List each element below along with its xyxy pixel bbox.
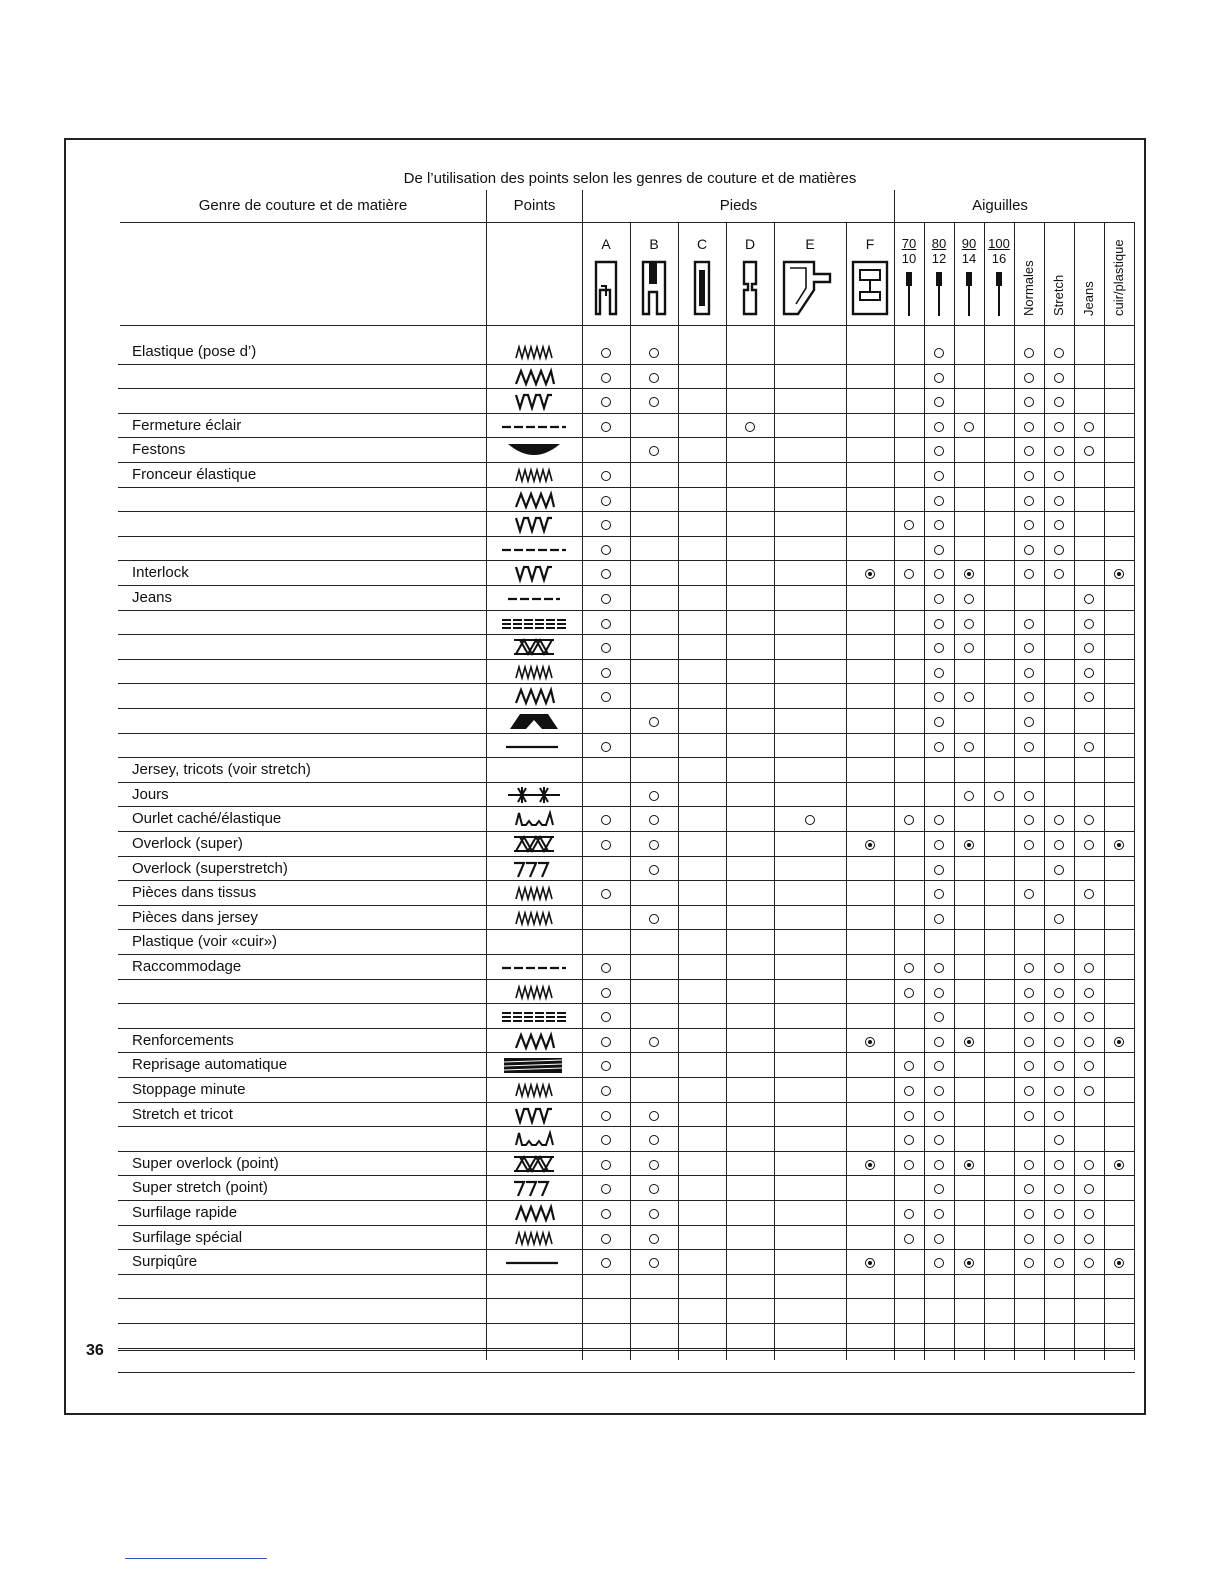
stitch-sevens-icon <box>496 1178 572 1198</box>
suitable-mark-icon <box>601 840 611 850</box>
stitch-blind-icon <box>496 1129 572 1149</box>
table-row <box>118 1079 1135 1104</box>
suitable-mark-icon <box>601 1209 611 1219</box>
stitch-triple-icon <box>496 613 572 633</box>
stitch-stretchV-icon <box>496 514 572 534</box>
suitable-mark-icon <box>1024 1209 1034 1219</box>
needle-size-number: 70 <box>901 236 917 251</box>
stitch-dashed-short-icon <box>496 588 572 608</box>
needle-size-90 <box>954 236 984 266</box>
needle-type-cuir: cuir/plastique <box>1111 239 1126 316</box>
needle-size-70 <box>894 236 924 266</box>
suitable-mark-icon <box>601 619 611 629</box>
suitable-mark-icon <box>934 619 944 629</box>
stitch-zigzag3-icon <box>496 465 572 485</box>
table-row <box>118 1251 1135 1276</box>
row-label: Pièces dans jersey <box>132 908 258 926</box>
table-row <box>118 513 1135 538</box>
stitch-dashed-icon <box>496 416 572 436</box>
suitable-mark-icon <box>1054 422 1064 432</box>
needle-type-jeans: Jeans <box>1081 281 1096 316</box>
page-number: 36 <box>86 1342 104 1359</box>
suitable-mark-icon <box>934 1037 944 1047</box>
needle-icon <box>935 272 943 323</box>
table-row <box>118 464 1135 489</box>
row-label: Overlock (superstretch) <box>132 859 288 877</box>
suitable-mark-icon <box>1054 840 1064 850</box>
suitable-mark-icon <box>649 1209 659 1219</box>
table-row <box>118 562 1135 587</box>
needle-size-100 <box>984 236 1014 266</box>
needle-size-80 <box>924 236 954 266</box>
suitable-mark-icon <box>934 594 944 604</box>
table-row <box>118 1177 1135 1202</box>
stitch-zigzag3-icon <box>496 1228 572 1248</box>
row-label: Surpiqûre <box>132 1253 198 1271</box>
suitable-mark-icon <box>1054 963 1064 973</box>
stitch-scallop-icon <box>496 440 572 460</box>
suitable-mark-icon <box>1054 914 1064 924</box>
recommended-mark-icon <box>865 1037 875 1047</box>
suitable-mark-icon <box>1084 1209 1094 1219</box>
table-row <box>118 390 1135 415</box>
suitable-mark-icon <box>1054 373 1064 383</box>
stitch-triple-icon <box>496 1006 572 1026</box>
suitable-mark-icon <box>1024 471 1034 481</box>
suitable-mark-icon <box>934 348 944 358</box>
suitable-mark-icon <box>904 1086 914 1096</box>
row-label: Surfilage spécial <box>132 1228 243 1246</box>
stitch-zigzag-icon <box>496 490 572 510</box>
suitable-mark-icon <box>964 422 974 432</box>
presser-foot-f-icon <box>850 260 890 321</box>
suitable-mark-icon <box>601 742 611 752</box>
recommended-mark-icon <box>1114 840 1124 850</box>
row-label: Surfilage rapide <box>132 1204 238 1221</box>
row-label: Interlock <box>132 564 189 582</box>
table-row <box>118 661 1135 686</box>
row-label: Stretch et tricot <box>132 1105 233 1123</box>
suitable-mark-icon <box>934 988 944 998</box>
table-row <box>118 981 1135 1006</box>
stitch-dashed-icon <box>496 539 572 559</box>
table-row <box>118 710 1135 735</box>
row-label: Fermeture éclair <box>132 416 242 434</box>
foot-letter-a: A <box>601 236 611 252</box>
row-rule <box>118 1372 1135 1373</box>
needle-size-number: 80 <box>931 236 947 251</box>
header-rule <box>895 222 1135 223</box>
row-label: Festons <box>132 441 186 459</box>
stitch-stretchV-icon <box>496 563 572 583</box>
stitch-straight-icon <box>496 736 572 756</box>
row-rule <box>118 1323 1135 1324</box>
row-label: Overlock (super) <box>132 835 243 852</box>
suitable-mark-icon <box>1024 668 1034 678</box>
suitable-mark-icon <box>601 471 611 481</box>
table-row <box>118 685 1135 710</box>
row-label: Reprisage automatique <box>132 1056 288 1074</box>
stitch-stretchV-icon <box>496 391 572 411</box>
stitch-blind-icon <box>496 809 572 829</box>
suitable-mark-icon <box>601 545 611 555</box>
table-row <box>118 1227 1135 1252</box>
suitable-mark-icon <box>1084 1234 1094 1244</box>
suitable-mark-icon <box>649 1160 659 1170</box>
suitable-mark-icon <box>1054 348 1064 358</box>
suitable-mark-icon <box>649 348 659 358</box>
suitable-mark-icon <box>1024 963 1034 973</box>
header-genre: Genre de couture et de matière <box>198 197 408 214</box>
suitable-mark-icon <box>1024 742 1034 752</box>
suitable-mark-icon <box>934 865 944 875</box>
table-row <box>118 784 1135 809</box>
suitable-mark-icon <box>934 668 944 678</box>
suitable-mark-icon <box>1084 594 1094 604</box>
suitable-mark-icon <box>601 1111 611 1121</box>
stitch-block-icon <box>496 711 572 731</box>
table-row <box>118 612 1135 637</box>
stitch-zigzag-icon <box>496 367 572 387</box>
stitch-stars-icon <box>496 785 572 805</box>
suitable-mark-icon <box>1054 988 1064 998</box>
stitch-stretchV-icon <box>496 1105 572 1125</box>
suitable-mark-icon <box>934 717 944 727</box>
suitable-mark-icon <box>1054 545 1064 555</box>
stitch-sevens-icon <box>496 859 572 879</box>
suitable-mark-icon <box>601 594 611 604</box>
suitable-mark-icon <box>1054 1209 1064 1219</box>
suitable-mark-icon <box>964 619 974 629</box>
row-label: Jersey, tricots (voir stretch) <box>132 761 311 779</box>
suitable-mark-icon <box>601 496 611 506</box>
presser-foot-a-icon <box>592 260 620 321</box>
row-label: Super overlock (point) <box>132 1154 279 1172</box>
table-row <box>118 366 1135 391</box>
suitable-mark-icon <box>964 594 974 604</box>
stitch-straight-icon <box>496 1252 572 1272</box>
row-label: Elastique (pose d’) <box>132 343 257 360</box>
suitable-mark-icon <box>1054 1234 1064 1244</box>
table-row <box>118 882 1135 907</box>
table-row <box>118 489 1135 514</box>
stitch-overlock-icon <box>496 637 572 657</box>
suitable-mark-icon <box>1084 668 1094 678</box>
needle-icon <box>995 272 1003 323</box>
suitable-mark-icon <box>934 963 944 973</box>
row-rule <box>118 1348 1135 1349</box>
row-rule <box>118 1298 1135 1299</box>
suitable-mark-icon <box>1024 988 1034 998</box>
suitable-mark-icon <box>904 1111 914 1121</box>
suitable-mark-icon <box>1084 988 1094 998</box>
suitable-mark-icon <box>934 742 944 752</box>
stitch-dashed-icon <box>496 957 572 977</box>
suitable-mark-icon <box>934 1234 944 1244</box>
stitch-zigzag-icon <box>496 1203 572 1223</box>
row-label: Stoppage minute <box>132 1081 246 1098</box>
suitable-mark-icon <box>1024 545 1034 555</box>
stitch-zigzag3-icon <box>496 662 572 682</box>
suitable-mark-icon <box>904 1234 914 1244</box>
recommended-mark-icon <box>964 1037 974 1047</box>
table-row <box>118 341 1135 366</box>
header-pieds: Pieds <box>719 197 758 214</box>
table-row <box>118 956 1135 981</box>
table-row <box>118 1005 1135 1030</box>
suitable-mark-icon <box>1054 496 1064 506</box>
suitable-mark-icon <box>601 668 611 678</box>
needle-size-alt: 12 <box>931 251 947 266</box>
stitch-darning-icon <box>496 1055 572 1075</box>
suitable-mark-icon <box>601 1160 611 1170</box>
header-rule <box>120 222 486 223</box>
stitch-zigzag-icon <box>496 1031 572 1051</box>
suitable-mark-icon <box>1024 840 1034 850</box>
row-label: Jeans <box>132 589 173 606</box>
suitable-mark-icon <box>1024 1037 1034 1047</box>
row-label: Super stretch (point) <box>132 1179 268 1197</box>
needle-size-alt: 14 <box>961 251 977 266</box>
suitable-mark-icon <box>1024 1086 1034 1096</box>
suitable-mark-icon <box>1024 348 1034 358</box>
suitable-mark-icon <box>601 348 611 358</box>
suitable-mark-icon <box>601 963 611 973</box>
stitch-zigzag3-icon <box>496 342 572 362</box>
header-rule <box>487 222 894 223</box>
foot-letter-d: D <box>744 236 756 252</box>
needle-type-normales: Normales <box>1021 260 1036 316</box>
stitch-zigzag3-icon <box>496 883 572 903</box>
table-row <box>118 439 1135 464</box>
suitable-mark-icon <box>934 1209 944 1219</box>
foot-letter-c: C <box>696 236 708 252</box>
suitable-mark-icon <box>1054 865 1064 875</box>
table-row <box>118 907 1135 932</box>
suitable-mark-icon <box>1084 963 1094 973</box>
header-bottom-rule <box>120 325 1135 326</box>
suitable-mark-icon <box>934 373 944 383</box>
suitable-mark-icon <box>649 373 659 383</box>
row-label: Ourlet caché/élastique <box>132 810 282 828</box>
suitable-mark-icon <box>904 1209 914 1219</box>
stitch-overlock-icon <box>496 834 572 854</box>
suitable-mark-icon <box>934 422 944 432</box>
suitable-mark-icon <box>964 791 974 801</box>
suitable-mark-icon <box>1084 1160 1094 1170</box>
table-row <box>118 1030 1135 1055</box>
suitable-mark-icon <box>994 791 1004 801</box>
bottom-line <box>125 1558 267 1559</box>
suitable-mark-icon <box>964 742 974 752</box>
stitch-overlock-icon <box>496 1154 572 1174</box>
needle-size-alt: 16 <box>991 251 1007 266</box>
suitable-mark-icon <box>1054 471 1064 481</box>
suitable-mark-icon <box>1084 422 1094 432</box>
foot-letter-e: E <box>805 236 815 252</box>
recommended-mark-icon <box>1114 1037 1124 1047</box>
suitable-mark-icon <box>1024 791 1034 801</box>
suitable-mark-icon <box>601 373 611 383</box>
row-label: Renforcements <box>132 1031 234 1049</box>
row-label: Plastique (voir «cuir») <box>132 933 278 951</box>
suitable-mark-icon <box>745 422 755 432</box>
needle-size-number: 90 <box>961 236 977 251</box>
presser-foot-e-icon <box>780 260 840 321</box>
header-points: Points <box>513 197 556 214</box>
recommended-mark-icon <box>964 840 974 850</box>
stitch-zigzag3-icon <box>496 908 572 928</box>
needle-icon <box>905 272 913 323</box>
recommended-mark-icon <box>1114 1160 1124 1170</box>
table-bottom-rule <box>118 1350 1135 1351</box>
recommended-mark-icon <box>865 840 875 850</box>
suitable-mark-icon <box>601 422 611 432</box>
suitable-mark-icon <box>1024 373 1034 383</box>
suitable-mark-icon <box>601 1234 611 1244</box>
suitable-mark-icon <box>1084 1037 1094 1047</box>
suitable-mark-icon <box>601 1037 611 1047</box>
row-label: Pièces dans tissus <box>132 884 257 902</box>
suitable-mark-icon <box>1024 496 1034 506</box>
suitable-mark-icon <box>934 496 944 506</box>
suitable-mark-icon <box>934 840 944 850</box>
suitable-mark-icon <box>1084 1086 1094 1096</box>
suitable-mark-icon <box>934 471 944 481</box>
suitable-mark-icon <box>649 717 659 727</box>
suitable-mark-icon <box>934 1160 944 1170</box>
suitable-mark-icon <box>1054 1111 1064 1121</box>
suitable-mark-icon <box>1024 1160 1034 1170</box>
table-row <box>118 1128 1135 1153</box>
foot-letter-f: F <box>865 236 875 252</box>
suitable-mark-icon <box>649 1111 659 1121</box>
needle-size-number: 100 <box>988 236 1010 251</box>
needle-size-alt: 10 <box>901 251 917 266</box>
suitable-mark-icon <box>649 840 659 850</box>
suitable-mark-icon <box>904 988 914 998</box>
table-row <box>118 587 1135 612</box>
suitable-mark-icon <box>904 963 914 973</box>
suitable-mark-icon <box>601 1086 611 1096</box>
recommended-mark-icon <box>964 1160 974 1170</box>
suitable-mark-icon <box>1054 1160 1064 1170</box>
presser-foot-c-icon <box>692 260 712 321</box>
suitable-mark-icon <box>934 1086 944 1096</box>
suitable-mark-icon <box>1024 1234 1034 1244</box>
row-label: Fronceur élastique <box>132 466 257 483</box>
suitable-mark-icon <box>904 1160 914 1170</box>
stitch-zigzag3-icon <box>496 1080 572 1100</box>
suitable-mark-icon <box>1084 840 1094 850</box>
suitable-mark-icon <box>1084 742 1094 752</box>
suitable-mark-icon <box>1024 619 1034 629</box>
header-aiguilles: Aiguilles <box>972 197 1028 214</box>
table-row <box>118 1104 1135 1129</box>
suitable-mark-icon <box>1054 1086 1064 1096</box>
suitable-mark-icon <box>1084 619 1094 629</box>
suitable-mark-icon <box>649 865 659 875</box>
foot-letter-b: B <box>649 236 659 252</box>
suitable-mark-icon <box>649 1234 659 1244</box>
stitch-zigzag-icon <box>496 686 572 706</box>
suitable-mark-icon <box>649 1037 659 1047</box>
table-title: De l’utilisation des points selon les genres de couture et de matières <box>403 170 857 187</box>
table-row <box>118 538 1135 563</box>
stitch-zigzag3-icon <box>496 982 572 1002</box>
needle-type-stretch: Stretch <box>1051 274 1066 316</box>
table-row <box>118 735 1135 760</box>
suitable-mark-icon <box>1024 422 1034 432</box>
needle-icon <box>965 272 973 323</box>
table-row <box>118 415 1135 440</box>
suitable-mark-icon <box>649 914 659 924</box>
recommended-mark-icon <box>865 1160 875 1170</box>
row-label: Raccommodage <box>132 958 242 975</box>
suitable-mark-icon <box>934 1111 944 1121</box>
suitable-mark-icon <box>934 914 944 924</box>
suitable-mark-icon <box>1024 717 1034 727</box>
suitable-mark-icon <box>934 545 944 555</box>
suitable-mark-icon <box>1024 1111 1034 1121</box>
presser-foot-d-icon <box>739 260 761 321</box>
suitable-mark-icon <box>649 791 659 801</box>
table-row <box>118 636 1135 661</box>
row-label: Jours <box>132 785 169 803</box>
suitable-mark-icon <box>601 988 611 998</box>
presser-foot-b-icon <box>639 260 669 321</box>
table-row <box>118 833 1135 858</box>
table-row <box>118 1202 1135 1227</box>
suitable-mark-icon <box>1054 1037 1064 1047</box>
